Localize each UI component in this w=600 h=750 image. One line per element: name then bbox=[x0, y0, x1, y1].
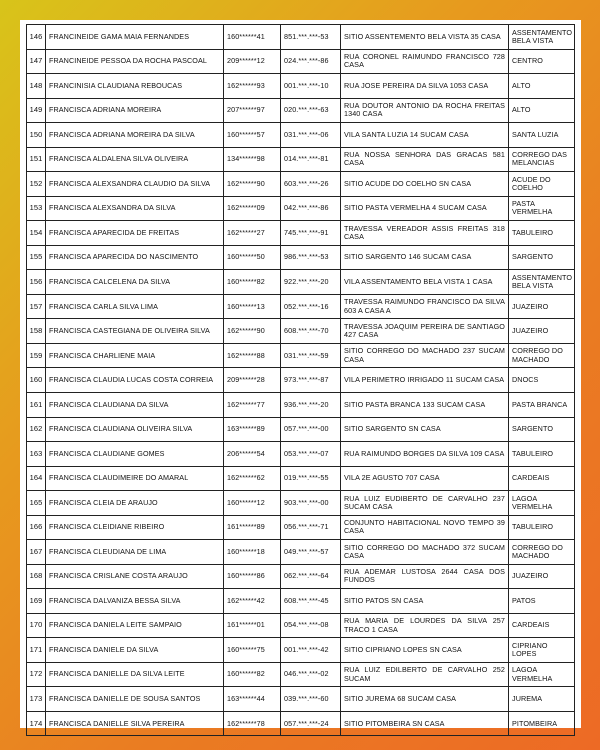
cpf-number-cell: 001.***.***-42 bbox=[281, 638, 341, 663]
person-name-cell: FRANCISCA CASTEGIANA DE OLIVEIRA SILVA bbox=[46, 319, 224, 344]
table-row bbox=[27, 540, 575, 565]
row-number-cell: 171 bbox=[27, 638, 46, 663]
row-number-cell: 162 bbox=[27, 417, 46, 442]
address-cell: SITIO PATOS SN CASA bbox=[341, 589, 509, 614]
table-row bbox=[27, 466, 575, 491]
nis-number-cell: 163******44 bbox=[224, 687, 281, 712]
nis-number-cell: 163******89 bbox=[224, 417, 281, 442]
locality-cell: TABULEIRO bbox=[509, 221, 575, 246]
person-name-cell: FRANCINEIDE PESSOA DA ROCHA PASCOAL bbox=[46, 49, 224, 74]
address-cell: TRAVESSA RAIMUNDO FRANCISCO DA SILVA 603 A CASA A bbox=[341, 294, 509, 319]
row-number-cell: 172 bbox=[27, 662, 46, 687]
row-number-cell: 174 bbox=[27, 711, 46, 736]
row-number-cell: 160 bbox=[27, 368, 46, 393]
nis-number-cell: 161******89 bbox=[224, 515, 281, 540]
address-cell: SITIO SARGENTO SN CASA bbox=[341, 417, 509, 442]
cpf-number-cell: 020.***.***-63 bbox=[281, 98, 341, 123]
nis-number-cell: 162******77 bbox=[224, 392, 281, 417]
locality-cell: LAGOA VERMELHA bbox=[509, 491, 575, 516]
nis-number-cell: 160******18 bbox=[224, 540, 281, 565]
address-cell: RUA DOUTOR ANTONIO DA ROCHA FREITAS 1340 CASA bbox=[341, 98, 509, 123]
cpf-number-cell: 936.***.***-20 bbox=[281, 392, 341, 417]
nis-number-cell: 206******54 bbox=[224, 442, 281, 467]
row-number-cell: 151 bbox=[27, 147, 46, 172]
locality-cell: PATOS bbox=[509, 589, 575, 614]
address-cell: SITIO PITOMBEIRA SN CASA bbox=[341, 711, 509, 736]
person-name-cell: FRANCISCA DANIELLE DE SOUSA SANTOS bbox=[46, 687, 224, 712]
locality-cell: CORREGO DO MACHADO bbox=[509, 540, 575, 565]
table-row bbox=[27, 638, 575, 663]
locality-cell: TABULEIRO bbox=[509, 515, 575, 540]
row-number-cell: 166 bbox=[27, 515, 46, 540]
table-row bbox=[27, 368, 575, 393]
locality-cell: CIPRIANO LOPES bbox=[509, 638, 575, 663]
person-name-cell: FRANCISCA CALCELENA DA SILVA bbox=[46, 270, 224, 295]
row-number-cell: 156 bbox=[27, 270, 46, 295]
nis-number-cell: 160******41 bbox=[224, 25, 281, 50]
locality-cell: LAGOA VERMELHA bbox=[509, 662, 575, 687]
row-number-cell: 163 bbox=[27, 442, 46, 467]
table-row bbox=[27, 319, 575, 344]
person-name-cell: FRANCISCA CARLA SILVA LIMA bbox=[46, 294, 224, 319]
locality-cell: JUAZEIRO bbox=[509, 294, 575, 319]
table-row bbox=[27, 613, 575, 638]
row-number-cell: 150 bbox=[27, 123, 46, 148]
person-name-cell: FRANCISCA ALEXSANDRA DA SILVA bbox=[46, 196, 224, 221]
person-name-cell: FRANCISCA CLAUDIANE GOMES bbox=[46, 442, 224, 467]
locality-cell: SARGENTO bbox=[509, 417, 575, 442]
table-row bbox=[27, 491, 575, 516]
address-cell: RUA ADEMAR LUSTOSA 2644 CASA DOS FUNDOS bbox=[341, 564, 509, 589]
locality-cell: TABULEIRO bbox=[509, 442, 575, 467]
locality-cell: ACUDE DO COELHO bbox=[509, 172, 575, 197]
locality-cell: CORREGO DAS MELANCIAS bbox=[509, 147, 575, 172]
cpf-number-cell: 053.***.***-07 bbox=[281, 442, 341, 467]
address-cell: VILA PERIMETRO IRRIGADO 11 SUCAM CASA bbox=[341, 368, 509, 393]
cpf-number-cell: 031.***.***-06 bbox=[281, 123, 341, 148]
row-number-cell: 155 bbox=[27, 245, 46, 270]
address-cell: TRAVESSA JOAQUIM PEREIRA DE SANTIAGO 427 CASA bbox=[341, 319, 509, 344]
nis-number-cell: 160******50 bbox=[224, 245, 281, 270]
row-number-cell: 154 bbox=[27, 221, 46, 246]
cpf-number-cell: 052.***.***-16 bbox=[281, 294, 341, 319]
address-cell: SITIO ASSENTEMENTO BELA VISTA 35 CASA bbox=[341, 25, 509, 50]
person-name-cell: FRANCISCA CLEUDIANA DE LIMA bbox=[46, 540, 224, 565]
row-number-cell: 147 bbox=[27, 49, 46, 74]
nis-number-cell: 160******82 bbox=[224, 270, 281, 295]
address-cell: VILA SANTA LUZIA 14 SUCAM CASA bbox=[341, 123, 509, 148]
cpf-number-cell: 973.***.***-87 bbox=[281, 368, 341, 393]
nis-number-cell: 162******78 bbox=[224, 711, 281, 736]
row-number-cell: 173 bbox=[27, 687, 46, 712]
table-row bbox=[27, 270, 575, 295]
address-cell: RUA NOSSA SENHORA DAS GRACAS 581 CASA bbox=[341, 147, 509, 172]
table-row bbox=[27, 711, 575, 736]
nis-number-cell: 162******42 bbox=[224, 589, 281, 614]
person-name-cell: FRANCISCA CRISLANE COSTA ARAUJO bbox=[46, 564, 224, 589]
person-name-cell: FRANCISCA CLAUDIANA OLIVEIRA SILVA bbox=[46, 417, 224, 442]
nis-number-cell: 160******82 bbox=[224, 662, 281, 687]
table-row bbox=[27, 417, 575, 442]
row-number-cell: 161 bbox=[27, 392, 46, 417]
table-row bbox=[27, 343, 575, 368]
person-name-cell: FRANCISCA DANIELLE SILVA PEREIRA bbox=[46, 711, 224, 736]
person-name-cell: FRANCISCA APARECIDA DO NASCIMENTO bbox=[46, 245, 224, 270]
person-name-cell: FRANCISCA CLEIA DE ARAUJO bbox=[46, 491, 224, 516]
table-row bbox=[27, 392, 575, 417]
row-number-cell: 164 bbox=[27, 466, 46, 491]
locality-cell: JUREMA bbox=[509, 687, 575, 712]
person-name-cell: FRANCISCA DANIELE DA SILVA bbox=[46, 638, 224, 663]
person-name-cell: FRANCISCA ADRIANA MOREIRA DA SILVA bbox=[46, 123, 224, 148]
cpf-number-cell: 049.***.***-57 bbox=[281, 540, 341, 565]
locality-cell: PASTA BRANCA bbox=[509, 392, 575, 417]
row-number-cell: 169 bbox=[27, 589, 46, 614]
cpf-number-cell: 745.***.***-91 bbox=[281, 221, 341, 246]
locality-cell: CARDEAIS bbox=[509, 613, 575, 638]
locality-cell: JUAZEIRO bbox=[509, 319, 575, 344]
locality-cell: ALTO bbox=[509, 98, 575, 123]
address-cell: TRAVESSA VEREADOR ASSIS FREITAS 318 CASA bbox=[341, 221, 509, 246]
row-number-cell: 165 bbox=[27, 491, 46, 516]
address-cell: SITIO JUREMA 68 SUCAM CASA bbox=[341, 687, 509, 712]
nis-number-cell: 162******27 bbox=[224, 221, 281, 246]
person-name-cell: FRANCISCA ALEXSANDRA CLAUDIO DA SILVA bbox=[46, 172, 224, 197]
table-row bbox=[27, 74, 575, 99]
nis-number-cell: 209******12 bbox=[224, 49, 281, 74]
table-row bbox=[27, 196, 575, 221]
table-row bbox=[27, 147, 575, 172]
person-name-cell: FRANCISCA CLEIDIANE RIBEIRO bbox=[46, 515, 224, 540]
row-number-cell: 167 bbox=[27, 540, 46, 565]
address-cell: RUA MARIA DE LOURDES DA SILVA 257 TRACO 1 CASA bbox=[341, 613, 509, 638]
locality-cell: CORREGO DO MACHADO bbox=[509, 343, 575, 368]
nis-number-cell: 160******13 bbox=[224, 294, 281, 319]
cpf-number-cell: 603.***.***-26 bbox=[281, 172, 341, 197]
table-row bbox=[27, 123, 575, 148]
table-row bbox=[27, 687, 575, 712]
nis-number-cell: 162******90 bbox=[224, 172, 281, 197]
address-cell: SITIO ACUDE DO COELHO SN CASA bbox=[341, 172, 509, 197]
locality-cell: SANTA LUZIA bbox=[509, 123, 575, 148]
nis-number-cell: 160******75 bbox=[224, 638, 281, 663]
cpf-number-cell: 608.***.***-70 bbox=[281, 319, 341, 344]
table-body bbox=[27, 25, 575, 736]
cpf-number-cell: 922.***.***-20 bbox=[281, 270, 341, 295]
person-name-cell: FRANCISCA DANIELLE DA SILVA LEITE bbox=[46, 662, 224, 687]
cpf-number-cell: 046.***.***-02 bbox=[281, 662, 341, 687]
cpf-number-cell: 054.***.***-08 bbox=[281, 613, 341, 638]
person-name-cell: FRANCINEIDE GAMA MAIA FERNANDES bbox=[46, 25, 224, 50]
address-cell: SITIO PASTA VERMELHA 4 SUCAM CASA bbox=[341, 196, 509, 221]
table-row bbox=[27, 49, 575, 74]
nis-number-cell: 162******09 bbox=[224, 196, 281, 221]
nis-number-cell: 162******90 bbox=[224, 319, 281, 344]
table-row bbox=[27, 515, 575, 540]
cpf-number-cell: 608.***.***-45 bbox=[281, 589, 341, 614]
row-number-cell: 170 bbox=[27, 613, 46, 638]
address-cell: CONJUNTO HABITACIONAL NOVO TEMPO 39 CASA bbox=[341, 515, 509, 540]
table-row bbox=[27, 564, 575, 589]
locality-cell: PITOMBEIRA bbox=[509, 711, 575, 736]
row-number-cell: 148 bbox=[27, 74, 46, 99]
row-number-cell: 168 bbox=[27, 564, 46, 589]
table-row bbox=[27, 589, 575, 614]
person-name-cell: FRANCISCA APARECIDA DE FREITAS bbox=[46, 221, 224, 246]
table-row bbox=[27, 98, 575, 123]
address-cell: RUA CORONEL RAIMUNDO FRANCISCO 728 CASA bbox=[341, 49, 509, 74]
cpf-number-cell: 042.***.***-86 bbox=[281, 196, 341, 221]
locality-cell: ASSENTAMENTO BELA VISTA bbox=[509, 270, 575, 295]
cpf-number-cell: 903.***.***-00 bbox=[281, 491, 341, 516]
cpf-number-cell: 019.***.***-55 bbox=[281, 466, 341, 491]
locality-cell: DNOCS bbox=[509, 368, 575, 393]
address-cell: SITIO SARGENTO 146 SUCAM CASA bbox=[341, 245, 509, 270]
person-name-cell: FRANCISCA CLAUDIMEIRE DO AMARAL bbox=[46, 466, 224, 491]
address-cell: SITIO CIPRIANO LOPES SN CASA bbox=[341, 638, 509, 663]
cpf-number-cell: 057.***.***-00 bbox=[281, 417, 341, 442]
table-row bbox=[27, 25, 575, 50]
table-row bbox=[27, 442, 575, 467]
table-row bbox=[27, 294, 575, 319]
nis-number-cell: 162******88 bbox=[224, 343, 281, 368]
locality-cell: ASSENTAMENTO BELA VISTA bbox=[509, 25, 575, 50]
row-number-cell: 153 bbox=[27, 196, 46, 221]
cpf-number-cell: 039.***.***-60 bbox=[281, 687, 341, 712]
beneficiary-table bbox=[26, 24, 575, 736]
person-name-cell: FRANCISCA CLAUDIA LUCAS COSTA CORREIA bbox=[46, 368, 224, 393]
nis-number-cell: 162******62 bbox=[224, 466, 281, 491]
address-cell: RUA LUIZ EDILBERTO DE CARVALHO 252 SUCAM bbox=[341, 662, 509, 687]
cpf-number-cell: 057.***.***-24 bbox=[281, 711, 341, 736]
row-number-cell: 159 bbox=[27, 343, 46, 368]
address-cell: RUA RAIMUNDO BORGES DA SILVA 109 CASA bbox=[341, 442, 509, 467]
nis-number-cell: 209******28 bbox=[224, 368, 281, 393]
nis-number-cell: 207******97 bbox=[224, 98, 281, 123]
table-row bbox=[27, 245, 575, 270]
address-cell: SITIO PASTA BRANCA 133 SUCAM CASA bbox=[341, 392, 509, 417]
nis-number-cell: 134******98 bbox=[224, 147, 281, 172]
document-page bbox=[20, 20, 581, 728]
nis-number-cell: 161******01 bbox=[224, 613, 281, 638]
person-name-cell: FRANCISCA ADRIANA MOREIRA bbox=[46, 98, 224, 123]
address-cell: SITIO CORREGO DO MACHADO 237 SUCAM CASA bbox=[341, 343, 509, 368]
cpf-number-cell: 001.***.***-10 bbox=[281, 74, 341, 99]
table-row bbox=[27, 172, 575, 197]
nis-number-cell: 160******12 bbox=[224, 491, 281, 516]
address-cell: SITIO CORREGO DO MACHADO 372 SUCAM CASA bbox=[341, 540, 509, 565]
row-number-cell: 158 bbox=[27, 319, 46, 344]
address-cell: VILA ASSENTAMENTO BELA VISTA 1 CASA bbox=[341, 270, 509, 295]
cpf-number-cell: 062.***.***-64 bbox=[281, 564, 341, 589]
table-row bbox=[27, 221, 575, 246]
cpf-number-cell: 056.***.***-71 bbox=[281, 515, 341, 540]
cpf-number-cell: 851.***.***-53 bbox=[281, 25, 341, 50]
person-name-cell: FRANCINISIA CLAUDIANA REBOUCAS bbox=[46, 74, 224, 99]
person-name-cell: FRANCISCA DANIELA LEITE SAMPAIO bbox=[46, 613, 224, 638]
nis-number-cell: 160******57 bbox=[224, 123, 281, 148]
nis-number-cell: 162******93 bbox=[224, 74, 281, 99]
locality-cell: CARDEAIS bbox=[509, 466, 575, 491]
cpf-number-cell: 031.***.***-59 bbox=[281, 343, 341, 368]
locality-cell: CENTRO bbox=[509, 49, 575, 74]
address-cell: VILA 2E AGUSTO 707 CASA bbox=[341, 466, 509, 491]
row-number-cell: 146 bbox=[27, 25, 46, 50]
locality-cell: PASTA VERMELHA bbox=[509, 196, 575, 221]
row-number-cell: 149 bbox=[27, 98, 46, 123]
cpf-number-cell: 024.***.***-86 bbox=[281, 49, 341, 74]
person-name-cell: FRANCISCA DALVANIZA BESSA SILVA bbox=[46, 589, 224, 614]
person-name-cell: FRANCISCA ALDALENA SILVA OLIVEIRA bbox=[46, 147, 224, 172]
locality-cell: ALTO bbox=[509, 74, 575, 99]
nis-number-cell: 160******86 bbox=[224, 564, 281, 589]
locality-cell: JUAZEIRO bbox=[509, 564, 575, 589]
cpf-number-cell: 986.***.***-53 bbox=[281, 245, 341, 270]
person-name-cell: FRANCISCA CLAUDIANA DA SILVA bbox=[46, 392, 224, 417]
address-cell: RUA JOSE PEREIRA DA SILVA 1053 CASA bbox=[341, 74, 509, 99]
address-cell: RUA LUIZ EUDIBERTO DE CARVALHO 237 SUCAM CASA bbox=[341, 491, 509, 516]
locality-cell: SARGENTO bbox=[509, 245, 575, 270]
person-name-cell: FRANCISCA CHARLIENE MAIA bbox=[46, 343, 224, 368]
row-number-cell: 152 bbox=[27, 172, 46, 197]
table-row bbox=[27, 662, 575, 687]
cpf-number-cell: 014.***.***-81 bbox=[281, 147, 341, 172]
row-number-cell: 157 bbox=[27, 294, 46, 319]
